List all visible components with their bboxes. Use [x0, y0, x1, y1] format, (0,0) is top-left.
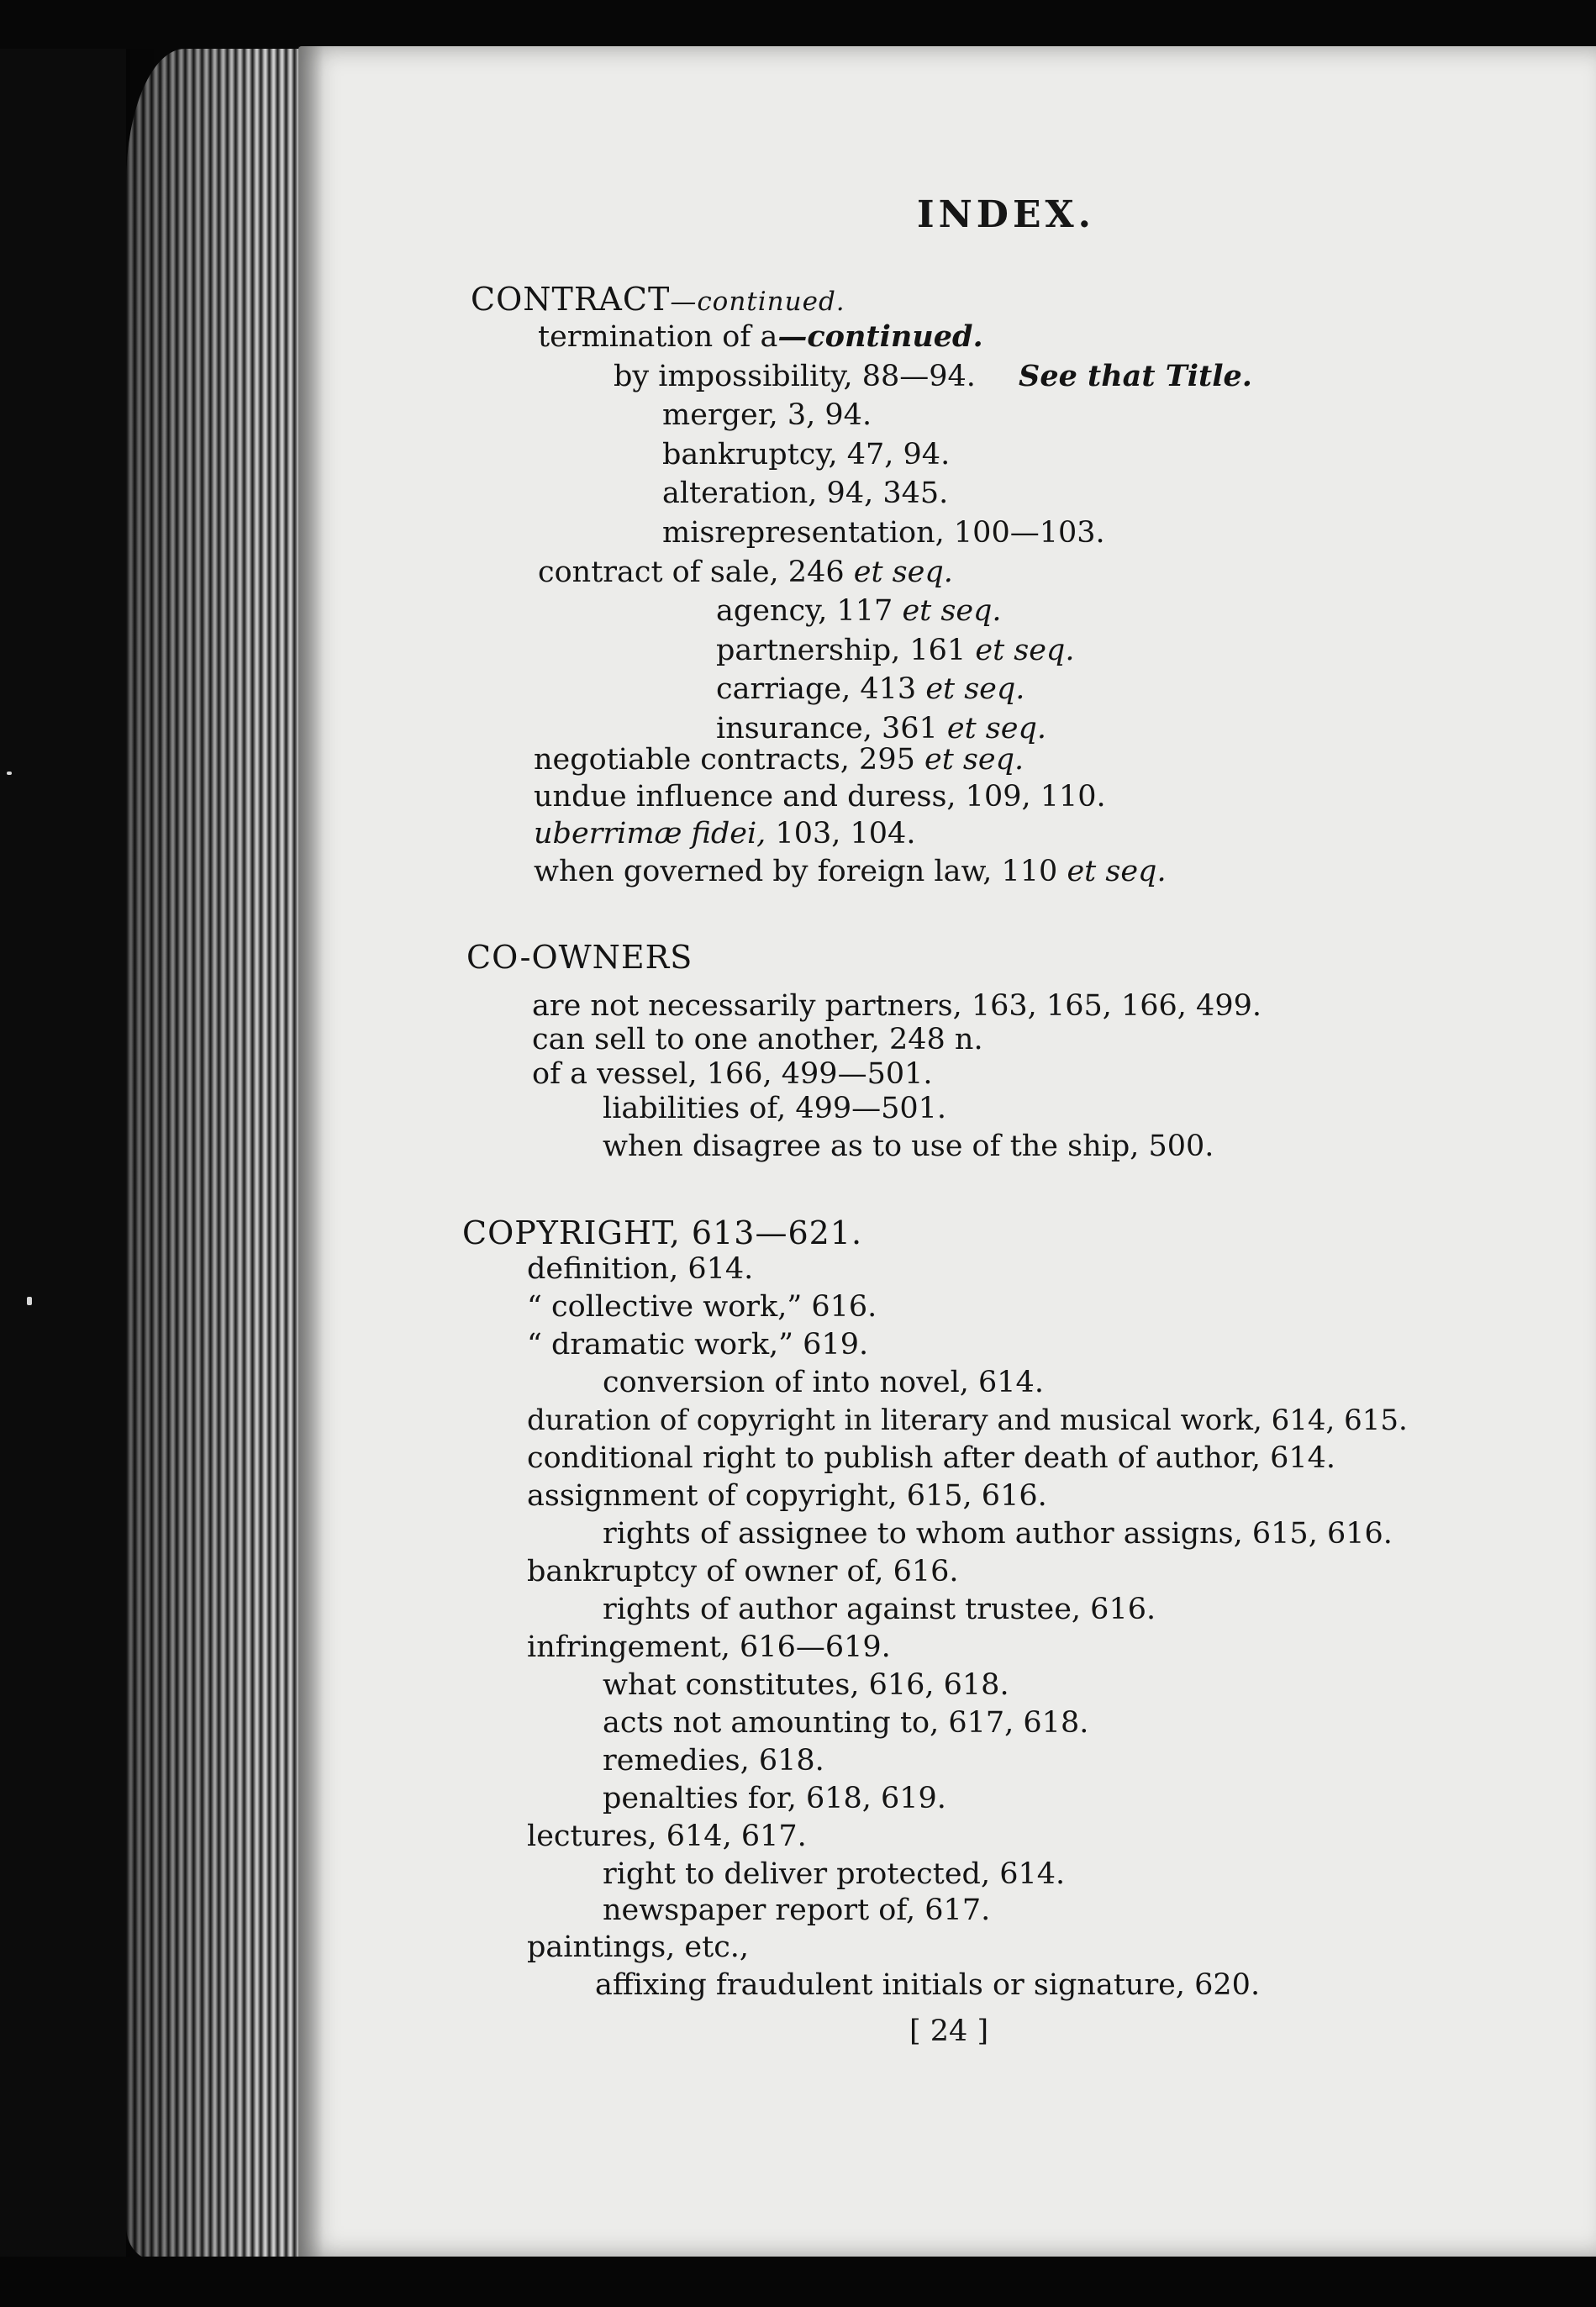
entry-text: what constitutes, 616, 618. [603, 1668, 1009, 1702]
entry-text: misrepresentation, 100—103. [662, 516, 1105, 550]
entry-text: paintings, etc., [527, 1930, 750, 1964]
page-edges [126, 49, 324, 2259]
entry-text: lectures, 614, 617. [527, 1820, 807, 1853]
entry-text: rights of author against trustee, 616. [603, 1593, 1156, 1626]
index-entry [603, 1368, 1044, 1398]
entry-text: by impossibility, 88—94. [614, 360, 976, 393]
entry-text: carriage, 413 [716, 672, 917, 706]
running-head: INDEX. [917, 193, 1095, 236]
page-number: [ 24 ] [909, 2015, 989, 2048]
entry-text: conversion of into novel, 614. [603, 1366, 1044, 1399]
entry-text: liabilities of, 499—501. [603, 1092, 947, 1125]
entry-et-seq: et seq. [925, 672, 1025, 706]
index-entry [527, 1330, 868, 1360]
index-entry [534, 819, 915, 849]
index-entry [534, 745, 1024, 775]
index-entry [614, 361, 1252, 392]
entry-text: partnership, 161 [716, 634, 967, 667]
entry-text: right to deliver protected, 614. [603, 1857, 1066, 1891]
index-entry [662, 516, 1105, 550]
speck [27, 1297, 32, 1305]
index-entry [716, 636, 1074, 666]
index-entry [662, 398, 872, 432]
entry-text: negotiable contracts, 295 [534, 743, 915, 777]
entry-et-seq: et seq. [902, 594, 1002, 628]
index-entry [603, 1706, 1089, 1740]
index-entry [603, 1668, 1009, 1702]
entry-text: infringement, 616—619. [527, 1630, 891, 1664]
entry-text: alteration, 94, 345. [662, 477, 949, 510]
entry-et-seq: et seq. [924, 743, 1024, 777]
entry-text: duration of copyright in literary and musical work, 614, 615. [527, 1404, 1408, 1437]
index-entry [527, 1822, 807, 1851]
index-entry [534, 857, 1167, 887]
entry-text: when governed by foreign law, 110 [534, 855, 1058, 888]
index-entry [603, 1896, 990, 1925]
index-entry [662, 479, 948, 508]
index-entry [527, 1290, 877, 1324]
index-entry [716, 714, 1046, 744]
index-entry [716, 594, 1002, 628]
index-entry [603, 1746, 824, 1776]
index-entry-copyright-heading [462, 1214, 863, 1251]
index-entry [603, 1094, 946, 1124]
entry-continued: —continued. [670, 287, 845, 317]
entry-text: “ dramatic work,” 619. [527, 1328, 869, 1362]
entry-text: COPYRIGHT, 613—621. [462, 1214, 863, 1251]
entry-text: acts not amounting to, 617, 618. [603, 1706, 1089, 1740]
entry-text: definition, 614. [527, 1252, 754, 1286]
index-entry [527, 1252, 754, 1286]
index-entry [527, 1479, 1047, 1513]
index-entry [603, 1517, 1393, 1551]
entry-text: assignment of copyright, 615, 616. [527, 1479, 1047, 1513]
index-entry [532, 1025, 983, 1055]
index-entry [527, 1406, 1408, 1435]
entry-text: when disagree as to use of the ship, 500. [603, 1130, 1214, 1163]
entry-continued: —continued. [777, 319, 983, 354]
entry-et-seq: et seq. [946, 712, 1046, 745]
entry-text: bankruptcy, 47, 94. [662, 438, 951, 471]
entry-text: newspaper report of, 617. [603, 1894, 991, 1927]
index-entry [716, 672, 1025, 706]
index-entry [527, 1930, 750, 1964]
index-entry [532, 989, 1262, 1023]
entry-text: undue influence and duress, 109, 110. [534, 780, 1106, 814]
book-shadow-bottom [0, 2257, 1596, 2307]
index-entry [603, 1595, 1156, 1625]
index-entry [603, 1132, 1214, 1161]
index-entry [527, 1557, 959, 1587]
entry-text: bankruptcy of owner of, 616. [527, 1555, 959, 1588]
entry-see-also: See that Title. [1019, 359, 1252, 393]
entry-text: conditional right to publish after death of author, 614. [527, 1441, 1336, 1475]
entry-text: insurance, 361 [716, 712, 938, 745]
entry-text: 103, 104. [775, 817, 916, 851]
entry-text: of a vessel, 166, 499—501. [532, 1057, 933, 1091]
index-entry [538, 558, 953, 587]
entry-text: agency, 117 [716, 594, 893, 628]
index-entry [603, 1857, 1066, 1891]
entry-text: contract of sale, 246 [538, 556, 845, 589]
entry-text: penalties for, 618, 619. [603, 1782, 946, 1815]
entry-latin-phrase: uberrimæ fidei, [534, 817, 766, 851]
entry-et-seq: et seq. [1067, 855, 1167, 888]
entry-text: are not necessarily partners, 163, 165, 166, 499. [532, 989, 1262, 1023]
index-entry [527, 1630, 891, 1664]
entry-text: remedies, 618. [603, 1744, 824, 1778]
index-entry-contract-heading [471, 281, 845, 318]
entry-text: can sell to one another, 248 n. [532, 1023, 983, 1056]
entry-text: CONTRACT [471, 281, 671, 318]
entry-text: merger, 3, 94. [662, 398, 872, 432]
entry-text: “ collective work,” 616. [527, 1290, 877, 1324]
index-entry [532, 1057, 933, 1091]
book-shadow-top [0, 0, 1596, 49]
entry-text: affixing fraudulent initials or signature, 620. [595, 1968, 1261, 2002]
index-entry [538, 319, 983, 354]
index-entry [527, 1441, 1336, 1475]
entry-text: termination of a [538, 320, 778, 354]
index-entry [662, 440, 950, 470]
entry-text: CO-OWNERS [466, 939, 693, 976]
entry-et-seq: et seq. [853, 556, 953, 589]
index-entry [595, 1968, 1261, 2002]
entry-et-seq: et seq. [975, 634, 1075, 667]
speck [7, 772, 12, 775]
entry-text: rights of assignee to whom author assigns, 615, 616. [603, 1517, 1393, 1551]
index-entry [534, 782, 1106, 812]
index-entry-co-owners-heading [466, 939, 693, 976]
index-entry [603, 1784, 946, 1814]
